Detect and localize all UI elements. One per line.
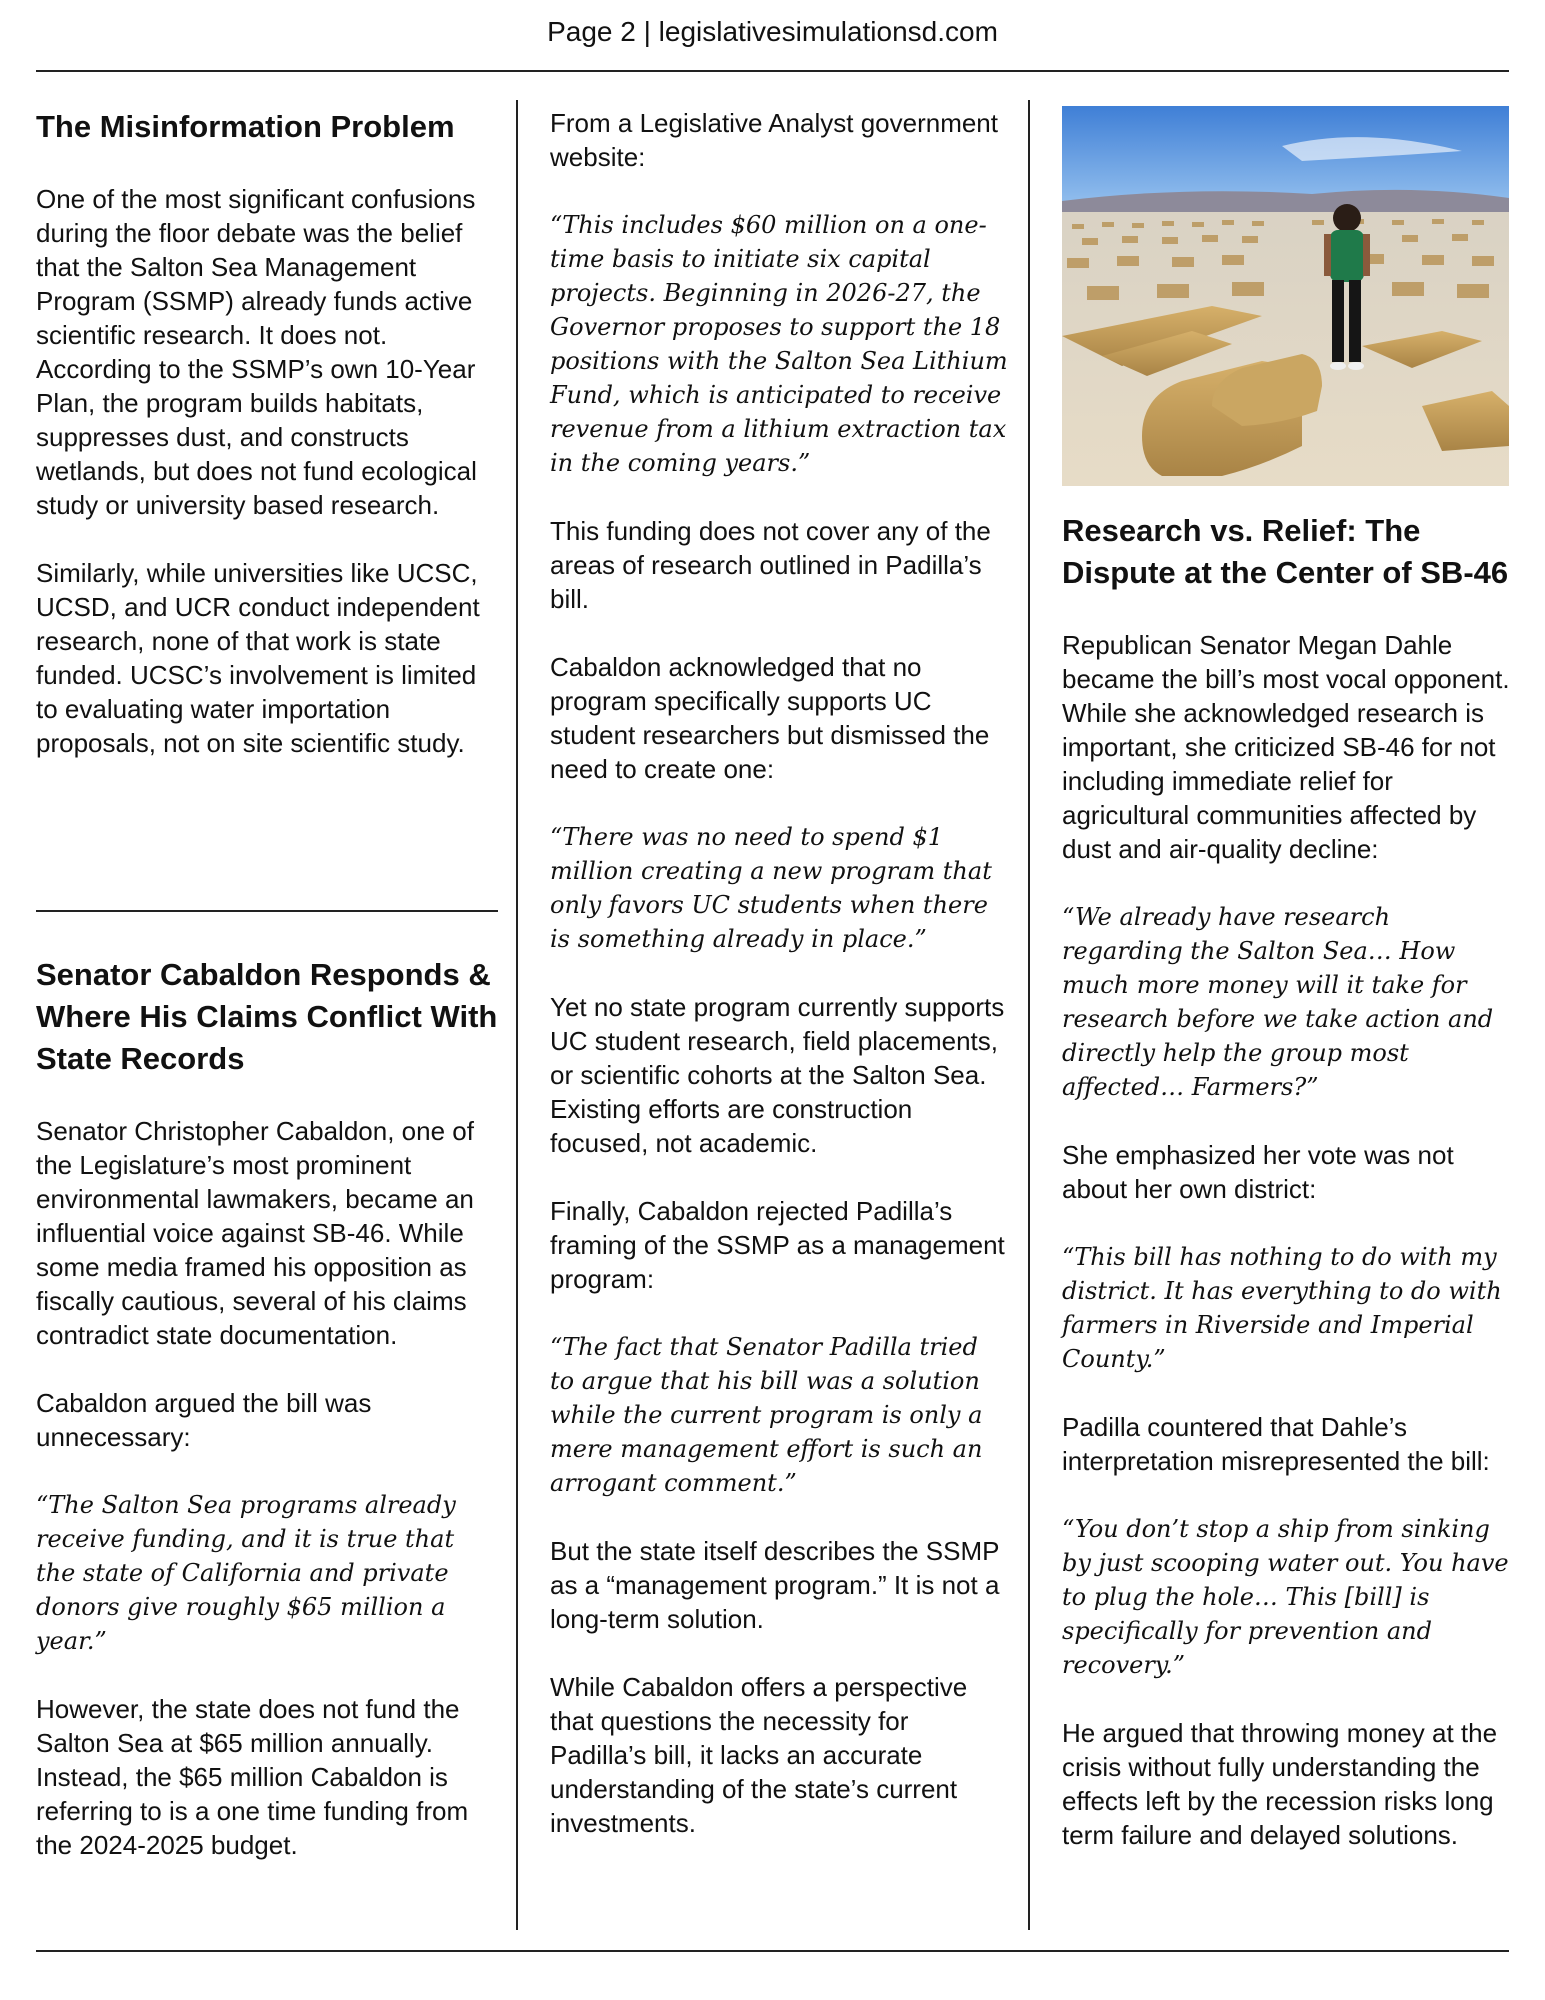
paragraph: While Cabaldon offers a perspective that questions the necessity for Padilla’s bill, it lacks an accurate understanding of the state’s current investments. — [550, 1672, 968, 1838]
paragraph: However, the state does not fund the Salton Sea at $65 million annually. Instead, the $65 million Cabaldon is referring to is a one time funding from the 2024-2025 budget. — [36, 1694, 469, 1860]
quote: “The fact that Senator Padilla tried to argue that his bill was a solution while the current program is only a mere management effort is such an arrogant comment.” — [550, 1333, 983, 1497]
paragraph: But the state itself describes the SSMP as a “management program.” It is not a long-term solution. — [550, 1536, 1000, 1634]
column-2 — [550, 106, 1008, 1874]
paragraph: This funding does not cover any of the areas of research outlined in Padilla’s bill. — [550, 516, 991, 614]
quote: “We already have research regarding the Salton Sea… How much more money will it take for research before we take action and directly help the group most affected… Farmers?” — [1062, 903, 1494, 1101]
quote: “The Salton Sea programs already receive funding, and it is true that the state of California and private donors give roughly $65 million a year.” — [36, 1491, 456, 1655]
section-heading-cabaldon: Senator Cabaldon Responds & Where His Claims Conflict With State Records — [36, 957, 498, 1076]
paragraph: He argued that throwing money at the crisis without fully understanding the effects left by the recession risks long term failure and delayed solutions. — [1062, 1718, 1498, 1850]
section-heading-research-vs-relief: Research vs. Relief: The Dispute at the Center of SB-46 — [1062, 513, 1509, 590]
column-divider — [1028, 100, 1030, 1930]
quote: “You don’t stop a ship from sinking by just scooping water out. You have to plug the hole… This [bill] is specifically for prevention and recovery.” — [1062, 1515, 1509, 1679]
paragraph: Republican Senator Megan Dahle became the bill’s most vocal opponent. While she acknowledged research is important, she criticized SB-46 for not including immediate relief for agricultural communities affected by dust and air-quality decline: — [1062, 630, 1510, 864]
paragraph: Cabaldon acknowledged that no program specifically supports UC student researchers but dismissed the need to create one: — [550, 652, 990, 784]
footer-divider — [36, 1950, 1509, 1952]
paragraph: Cabaldon argued the bill was unnecessary: — [36, 1388, 372, 1452]
paragraph: Senator Christopher Cabaldon, one of the Legislature’s most prominent environmental lawmakers, became an influential voice against SB-46. While some media framed his opposition as fiscally cautious, several of his claims contradict state documentation. — [36, 1116, 474, 1350]
paragraph: From a Legislative Analyst government website: — [550, 108, 998, 172]
quote: “This includes $60 million on a one-time basis to initiate six capital projects. Beginning in 2026-27, the Governor proposes to support the 18 positions with the Salton Sea Lithium Fund, which is anticipated to receive revenue from a lithium extraction tax in the coming years.” — [550, 211, 1008, 477]
section-heading-misinformation: The Misinformation Problem — [36, 109, 455, 144]
header-divider — [36, 70, 1509, 72]
quote: “There was no need to spend $1 million creating a new program that only favors UC students when there is something already in place.” — [550, 823, 992, 953]
paragraph: One of the most significant confusions during the floor debate was the belief that the Salton Sea Management Program (SSMP) already funds active scientific research. It does not. According to the SSMP’s own 10-Year Plan, the program builds habitats, suppresses dust, and constructs wetlands, but does not fund ecological study or university based research. — [36, 184, 477, 520]
paragraph: She emphasized her vote was not about her own district: — [1062, 1140, 1454, 1204]
page-header: Page 2 | legislativesimulationsd.com — [547, 16, 998, 47]
paragraph: Padilla countered that Dahle’s interpretation misrepresented the bill: — [1062, 1412, 1490, 1476]
column-1-lower — [36, 954, 498, 1896]
column-3 — [1062, 510, 1517, 1886]
quote: “This bill has nothing to do with my district. It has everything to do with farmers in Riverside and Imperial County.” — [1062, 1243, 1502, 1373]
salton-sea-photo — [1062, 106, 1509, 486]
column-1 — [36, 106, 498, 794]
column-divider — [516, 100, 518, 1930]
section-divider — [36, 910, 498, 912]
paragraph: Yet no state program currently supports UC student research, field placements, or scientific cohorts at the Salton Sea. Existing efforts are construction focused, not academic. — [550, 992, 1005, 1158]
paragraph: Finally, Cabaldon rejected Padilla’s framing of the SSMP as a management program: — [550, 1196, 1005, 1294]
paragraph: Similarly, while universities like UCSC, UCSD, and UCR conduct independent research, none of that work is state funded. UCSC’s involvement is limited to evaluating water importation proposals, not on site scientific study. — [36, 558, 480, 758]
